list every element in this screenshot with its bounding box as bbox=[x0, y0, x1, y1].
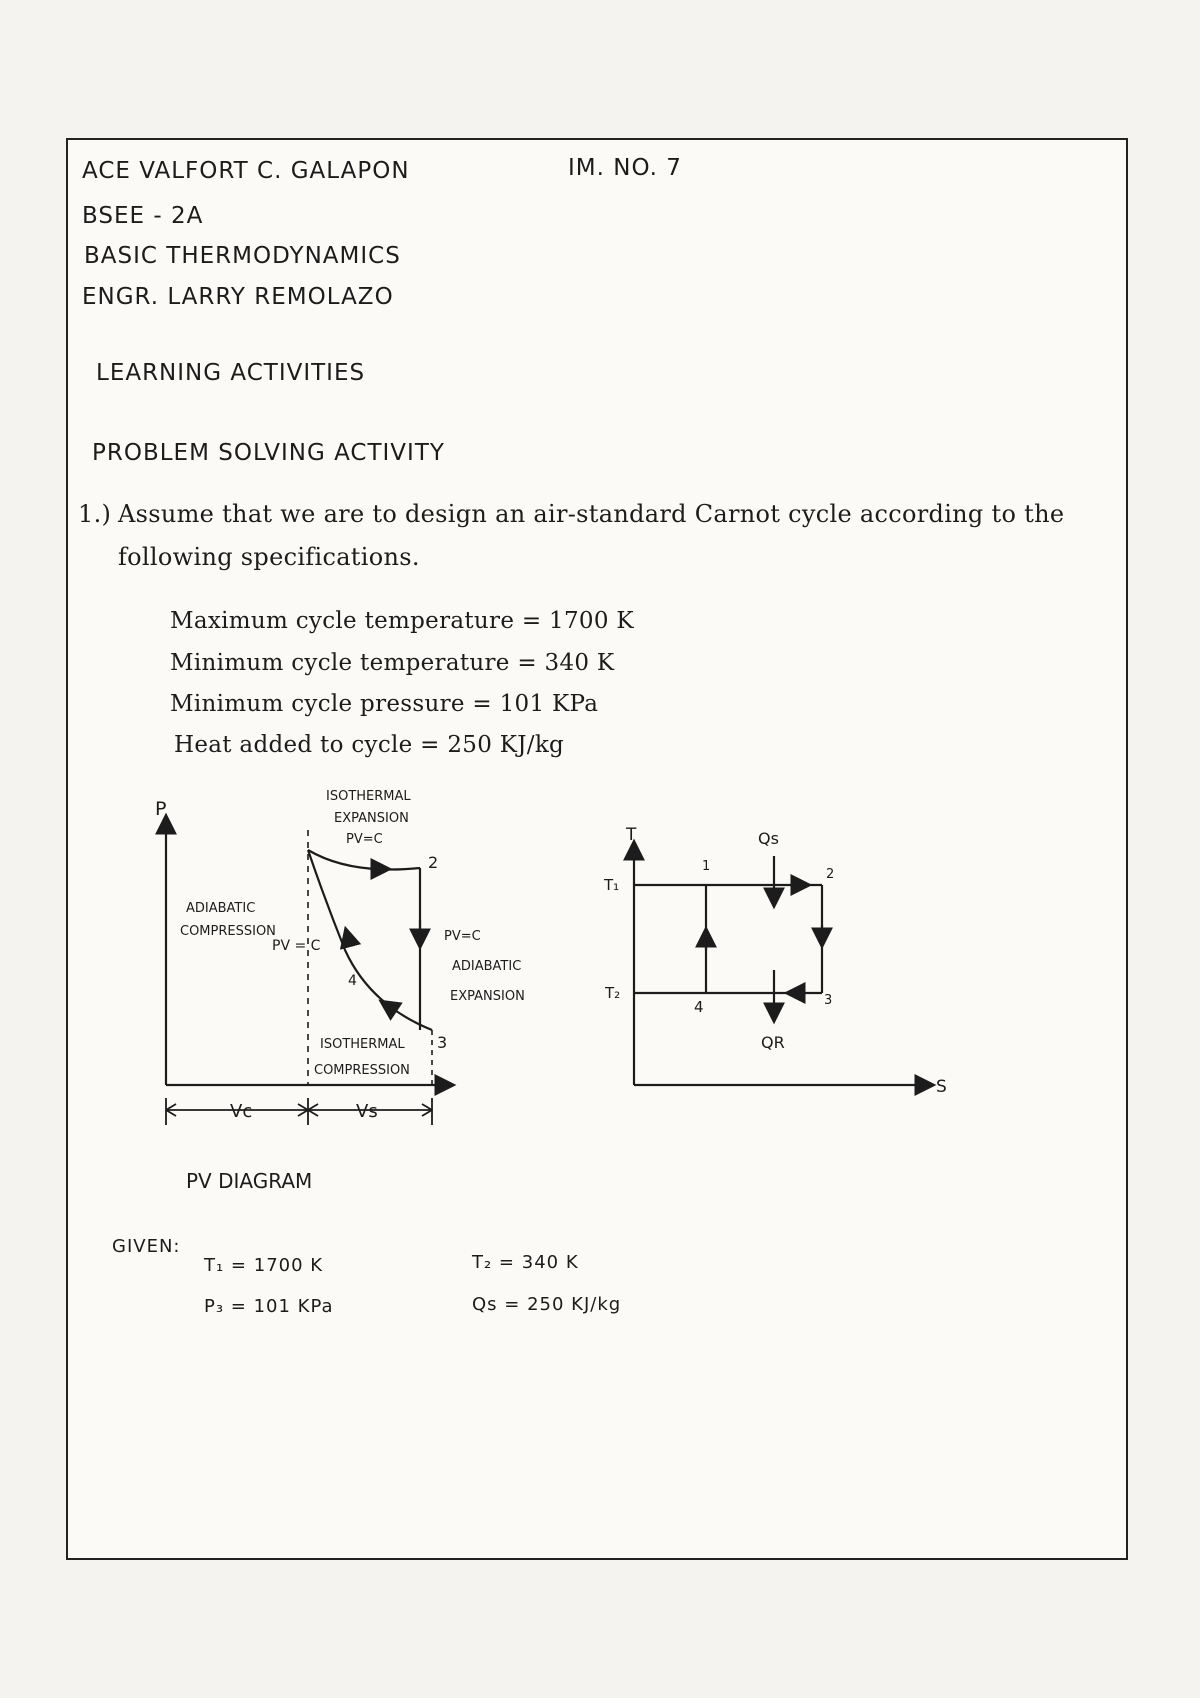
ts-t1-label: T₁ bbox=[604, 876, 620, 894]
pv-label-adia-comp-2: COMPRESSION bbox=[180, 924, 276, 939]
ts-point-1: 1 bbox=[702, 859, 711, 874]
pv-label-iso-exp-2: EXPANSION bbox=[334, 811, 409, 826]
spec-min-pressure: Minimum cycle pressure = 101 KPa bbox=[170, 691, 599, 717]
given-t1: T₁ = 1700 K bbox=[204, 1255, 324, 1276]
pv-label-pvc-right: PV=C bbox=[444, 929, 481, 944]
pv-isothermal-expansion bbox=[308, 850, 420, 870]
problem-solving-heading: PROBLEM SOLVING ACTIVITY bbox=[92, 440, 445, 466]
spec-max-temp: Maximum cycle temperature = 1700 K bbox=[170, 608, 634, 634]
pv-vs-label: Vs bbox=[356, 1101, 378, 1122]
pv-axis-p-label: P bbox=[155, 798, 167, 820]
module-number: IM. NO. 7 bbox=[568, 155, 682, 181]
given-p3: P₃ = 101 KPa bbox=[204, 1296, 334, 1317]
pv-label-adia-exp-2: EXPANSION bbox=[450, 989, 525, 1004]
given-t2: T₂ = 340 K bbox=[472, 1252, 579, 1273]
pv-compression bbox=[308, 850, 432, 1030]
pv-vc-label: Vc bbox=[230, 1101, 253, 1122]
pv-point-2: 2 bbox=[428, 853, 439, 872]
learning-activities-heading: LEARNING ACTIVITIES bbox=[96, 360, 366, 386]
pv-caption: PV DIAGRAM bbox=[186, 1169, 313, 1193]
student-name: ACE VALFORT C. GALAPON bbox=[82, 158, 410, 184]
ts-point-4: 4 bbox=[694, 998, 704, 1016]
pv-diagram bbox=[166, 817, 452, 1125]
ts-qr-label: QR bbox=[761, 1033, 785, 1052]
problem-text-line-2: following specifications. bbox=[118, 543, 420, 571]
pv-label-iso-exp-3: PV=C bbox=[346, 832, 383, 847]
instructor-name: ENGR. LARRY REMOLAZO bbox=[82, 284, 394, 310]
problem-number: 1.) bbox=[78, 500, 112, 528]
student-section: BSEE - 2A bbox=[82, 203, 204, 229]
subject-name: BASIC THERMODYNAMICS bbox=[84, 243, 401, 269]
pv-label-adia-comp-1: ADIABATIC bbox=[186, 901, 256, 916]
ts-axis-t-label: T bbox=[626, 825, 637, 845]
ts-axis-s-label: S bbox=[936, 1077, 947, 1097]
spec-min-temp: Minimum cycle temperature = 340 K bbox=[170, 650, 615, 676]
pv-label-adia-comp-3: PV = C bbox=[272, 938, 321, 954]
given-qs: Qs = 250 KJ/kg bbox=[472, 1294, 622, 1315]
pv-label-adia-exp-1: ADIABATIC bbox=[452, 959, 522, 974]
ts-point-2: 2 bbox=[826, 867, 835, 882]
spec-heat-added: Heat added to cycle = 250 KJ/kg bbox=[174, 732, 565, 758]
ts-point-3: 3 bbox=[824, 993, 833, 1008]
given-label: GIVEN: bbox=[112, 1236, 181, 1257]
pv-label-iso-comp-2: COMPRESSION bbox=[314, 1063, 410, 1078]
ts-t2-label: T₂ bbox=[605, 984, 621, 1002]
ts-qs-label: Qs bbox=[758, 829, 779, 848]
pv-arrow-34 bbox=[382, 1002, 394, 1010]
pv-point-4: 4 bbox=[348, 973, 357, 989]
pv-label-iso-exp-1: ISOTHERMAL bbox=[326, 789, 411, 804]
pv-point-3: 3 bbox=[437, 1033, 448, 1052]
pv-label-iso-comp-1: ISOTHERMAL bbox=[320, 1037, 405, 1052]
problem-text-line-1: Assume that we are to design an air-standard Carnot cycle according to the bbox=[118, 500, 1065, 528]
pv-arrow-41 bbox=[346, 930, 350, 945]
